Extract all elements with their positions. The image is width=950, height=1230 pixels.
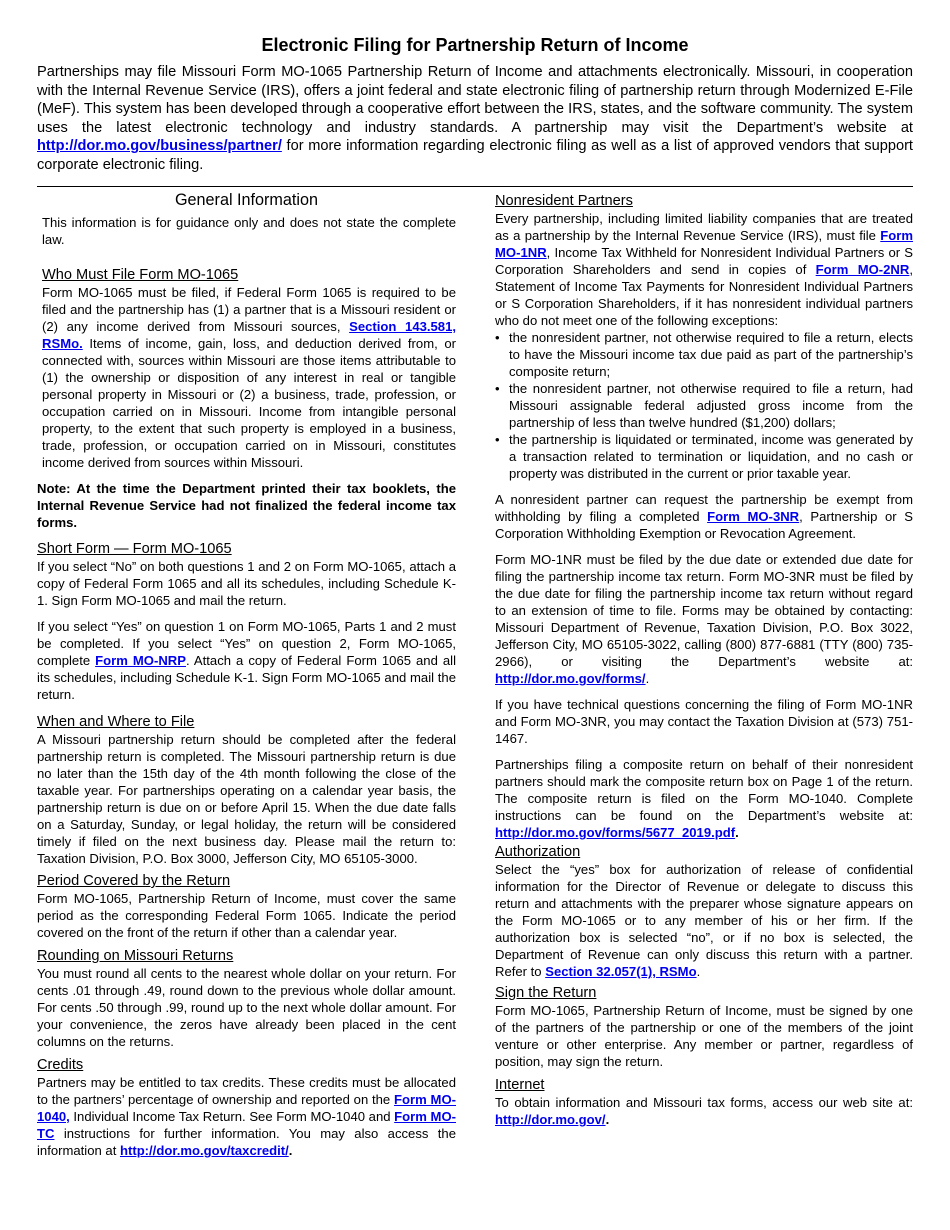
short-form-heading: Short Form — Form MO-1065	[37, 541, 232, 557]
section-32057-link[interactable]: Section 32.057(1), RSMo	[545, 964, 697, 979]
intro-text-end: for more information regarding electronic filing as well as a list of approved vendors that support corporate electronic filing.	[37, 138, 913, 173]
exception-item: • the nonresident partner, not otherwise required to file a return, had Missouri assignable federal adjusted gross income from the partnership of less than twelve hundred ($1,200) dollars;	[495, 380, 913, 431]
forms-website-link[interactable]: http://dor.mo.gov/forms/	[495, 671, 646, 686]
intro-text: Partnerships may file Missouri Form MO-1065 Partnership Return of Income and attachments electronically. Missouri, in cooperation with the Internal Revenue Service (IRS), offers a joint federal and state electronic filing of partnership return through Modernized E-File (MeF). This system has been developed through a cooperative effort between the IRS, states, and the software community. The system uses the latest electronic technology and industry standards. A partnership may visit the Department’s website at	[37, 64, 913, 136]
who-must-file-text: Form MO-1065 must be filed, if Federal Form 1065 is required to be filed and the partnership has (1) a partner that is a Missouri resident or (2) any income derived from Missouri sources, Section 143.581, RSMo. Items of income, gain, loss, and deduction derived from, or connected with, sources within Missouri are those items attributable to (1) the ownership or disposition of any interest in real or tangible personal property in Missouri or (2) a business, trade, profession, or occupation carried on in Missouri. Income from intangible personal property, to the extent that such property is employed in a business, trade, profession, or occupation carried on in Missouri, constitutes income derived from sources within Missouri.	[42, 285, 457, 470]
authorization-heading: Authorization	[495, 844, 581, 860]
nonresident-text-4: If you have technical questions concerning the filing of Form MO-1NR and Form MO-3NR, you may contact the Taxation Division at (573) 751-1467.	[495, 697, 913, 746]
document-title: Electronic Filing for Partnership Return of Income	[261, 35, 689, 55]
exception-item: • the partnership is liquidated or terminated, income was generated by a transaction related to termination or liquidation, and no cash or property was distributed in the current or prior taxable year.	[495, 431, 913, 482]
nonresident-text-3: Form MO-1NR must be filed by the due date or extended due date for filing the partnership income tax return. Form MO-3NR must be filed by the due date for filing the partnership income tax return without regard to an extension of time to file. Forms may be obtained by contacting: Missouri Department of Revenue, Taxation Division, P.O. Box 3022, Jefferson City, MO 65105-3022, calling (800) 877-6881 (TTY (800) 735-2966), or visiting the Department’s website at: http://dor.mo.gov/forms/.	[495, 552, 913, 686]
rounding-text: You must round all cents to the nearest whole dollar on your return. For cents .01 through .49, round down to the previous whole dollar amount. For cents .50 through .99, round up to the next whole dollar amount. For your convenience, the zeros have already been placed in the cent columns on the returns.	[37, 966, 456, 1049]
when-where-text: A Missouri partnership return should be completed after the federal partnership return is completed. The Missouri partnership return is due no later than the 15th day of the 4th month following the close of the taxable year. For partnerships operating on a calendar year basis, the partnership return is due on or before April 15. When the due date falls on a Saturday, Sunday, or legal holiday, the return will be considered timely if filed on the next business day. Please mail the return to: Taxation Division, P.O. Box 3000, Jefferson City, MO 65105-3000.	[37, 732, 456, 866]
who-must-file-heading: Who Must File Form MO-1065	[42, 267, 239, 283]
short-form-text-1: If you select “No” on both questions 1 and 2 on Form MO-1065, attach a copy of Federal Form 1065 and all its schedules, including Schedule K-1. Sign Form MO-1065 and mail the return.	[37, 559, 456, 608]
form-mo-tc-link[interactable]: Form MO-TC	[37, 1109, 456, 1141]
credits-heading: Credits	[37, 1057, 84, 1073]
section-143581-link[interactable]: Section 143.581, RSMo.	[42, 319, 457, 351]
form-mo-1040-link[interactable]: Form MO-1040,	[37, 1092, 456, 1124]
dor-website-link[interactable]: http://dor.mo.gov/	[495, 1112, 606, 1127]
taxcredit-link[interactable]: http://dor.mo.gov/taxcredit/	[119, 1143, 289, 1158]
short-form-text-2: If you select “Yes” on question 1 on Form MO-1065, Parts 1 and 2 must be completed. If you select “Yes” on question 2, Form MO-1065, complete Form MO-NRP. Attach a copy of Federal Form 1065 and all its schedules, including Schedule K-1. Sign Form MO-1065 and mail the return.	[37, 619, 456, 702]
when-where-heading: When and Where to File	[37, 714, 195, 730]
general-information-text: This information is for guidance only and does not state the complete law.	[42, 215, 456, 247]
exceptions-list	[495, 329, 913, 482]
form-mo-3nr-link[interactable]: Form MO-3NR	[707, 509, 800, 524]
composite-instructions-link[interactable]: http://dor.mo.gov/forms/5677_2019.pdf	[495, 825, 736, 840]
internet-heading: Internet	[495, 1077, 545, 1093]
sign-return-heading: Sign the Return	[495, 985, 597, 1001]
authorization-text: Select the “yes” box for authorization of release of confidential information for the Director of Revenue or delegate to discuss this return and attachments with the preparer whose signature appears on the Form MO-1065 or to any member of his or her firm. If the authorization box is selected “no”, or if no box is selected, the Department of Revenue can only discuss this return with a partner. Refer to Section 32.057(1), RSMo.	[495, 862, 913, 979]
right-column	[495, 189, 913, 1137]
partner-efile-link[interactable]: http://dor.mo.gov/business/partner/	[37, 138, 282, 154]
nonresident-text-2: A nonresident partner can request the partnership be exempt from withholding by filing a completed Form MO-3NR, Partnership or S Corporation Withholding Exemption or Revocation Agreement.	[495, 492, 914, 541]
form-mo-1nr-link[interactable]: Form MO-1NR	[495, 228, 913, 260]
sign-return-text: Form MO-1065, Partnership Return of Income, must be signed by one of the partners of the partnership or one of the members of the joint venture or other enterprise. Any member or partner, regardless of position, may sign the return.	[495, 1003, 913, 1069]
nonresident-partners-heading: Nonresident Partners	[495, 193, 633, 209]
exception-item: • the nonresident partner, not otherwise required to file a return, elects to have the Missouri income tax due paid as part of the partnership’s composite return;	[495, 329, 913, 380]
period-covered-heading: Period Covered by the Return	[37, 873, 231, 889]
credits-text: Partners may be entitled to tax credits. These credits must be allocated to the partners’ percentage of ownership and reported on the Form MO-1040, Individual Income Tax Return. See Form MO-1040 and Form MO-TC instructions for further information. You may also access the information at http://dor.mo.gov/taxcredit/.	[37, 1075, 456, 1158]
left-column	[37, 189, 456, 1168]
form-mo-nrp-link[interactable]: Form MO-NRP	[95, 653, 186, 668]
period-covered-text: Form MO-1065, Partnership Return of Income, must cover the same period as the corresponding Federal Form 1065. Indicate the period covered on the front of the return if other than a calendar year.	[37, 891, 456, 940]
general-information-heading: General Information	[174, 191, 319, 209]
internet-text: To obtain information and Missouri tax forms, access our web site at: http://dor.mo.gov/.	[495, 1095, 913, 1127]
intro-paragraph	[37, 63, 913, 174]
rounding-heading: Rounding on Missouri Returns	[37, 948, 234, 964]
note-paragraph: Note: At the time the Department printed their tax booklets, the Internal Revenue Service had not finalized the federal income tax forms.	[37, 481, 456, 530]
nonresident-text-5: Partnerships filing a composite return on behalf of their nonresident partners should mark the composite return box on Page 1 of the return. The composite return is filed on the Form MO-1040. Complete instructions can be found on the Department’s website at: http://dor.mo.gov/forms/5677_2019.pdf.	[495, 757, 913, 840]
nonresident-text-1: Every partnership, including limited liability companies that are treated as a partnership by the Internal Revenue Service (IRS), must file Form MO-1NR, Income Tax Withheld for Nonresident Individual Partners or S Corporation Shareholders and send in copies of Form MO-2NR, Statement of Income Tax Payments for Nonresident Individual Partners or S Corporation Shareholders, if it has nonresident individual partners who do not meet one of the following exceptions:	[495, 211, 913, 328]
form-mo-2nr-link[interactable]: Form MO-2NR	[815, 262, 910, 277]
section-divider	[37, 186, 913, 187]
